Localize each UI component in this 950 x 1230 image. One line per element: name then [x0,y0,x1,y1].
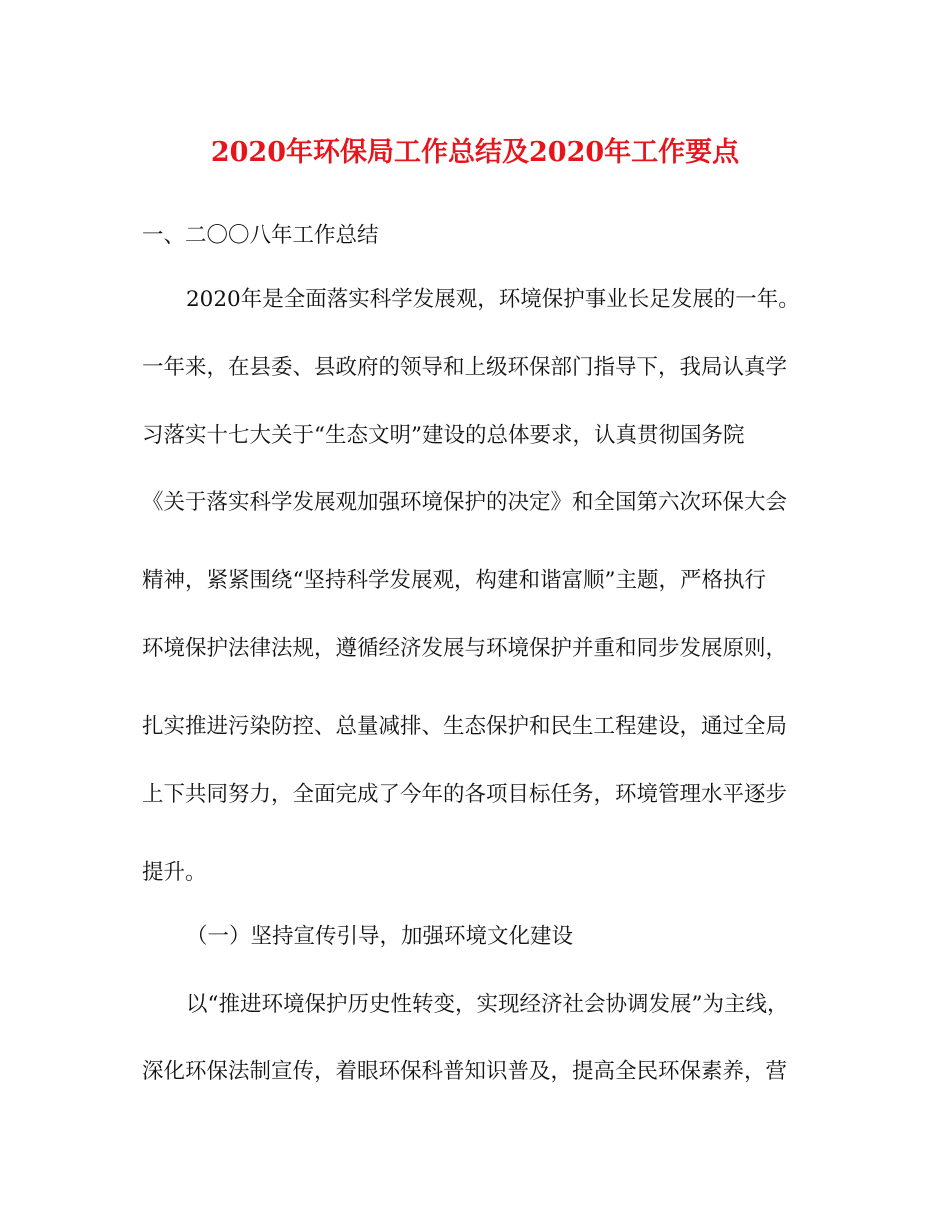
paragraph-line: 习落实十七大关于“生态文明”建设的总体要求，认真贯彻国务院 [142,423,745,448]
paragraph-line: 以“推进环境保护历史性转变，实现经济社会协调发展”为主线， [186,992,789,1017]
paragraph-line: 环境保护法律法规，遵循经济发展与环境保护并重和同步发展原则， [142,636,788,661]
paragraph-line: 上下共同努力，全面完成了今年的各项目标任务，环境管理水平逐步 [142,782,788,807]
paragraph-line: 精神，紧紧围绕“坚持科学发展观，构建和谐富顺”主题，严格执行 [142,568,766,593]
paragraph-line: 2020年是全面落实科学发展观，环境保护事业长足发展的一年。 [186,287,800,312]
section-heading: 一、二〇〇八年工作总结 [142,223,379,248]
paragraph-line: 一年来，在县委、县政府的领导和上级环保部门指导下，我局认真学 [142,355,788,380]
paragraph-line: 扎实推进污染防控、总量减排、生态保护和民生工程建设，通过全局 [142,714,788,739]
document-title: 2020年环保局工作总结及2020年工作要点 [210,137,740,168]
paragraph-line: 《关于落实科学发展观加强环境保护的决定》和全国第六次环保大会 [142,490,788,515]
paragraph-line: 提升。 [142,860,207,885]
subsection-heading: （一）坚持宣传引导，加强环境文化建设 [186,924,574,949]
paragraph-line: 深化环保法制宣传，着眼环保科普知识普及，提高全民环保素养，营 [142,1059,788,1084]
